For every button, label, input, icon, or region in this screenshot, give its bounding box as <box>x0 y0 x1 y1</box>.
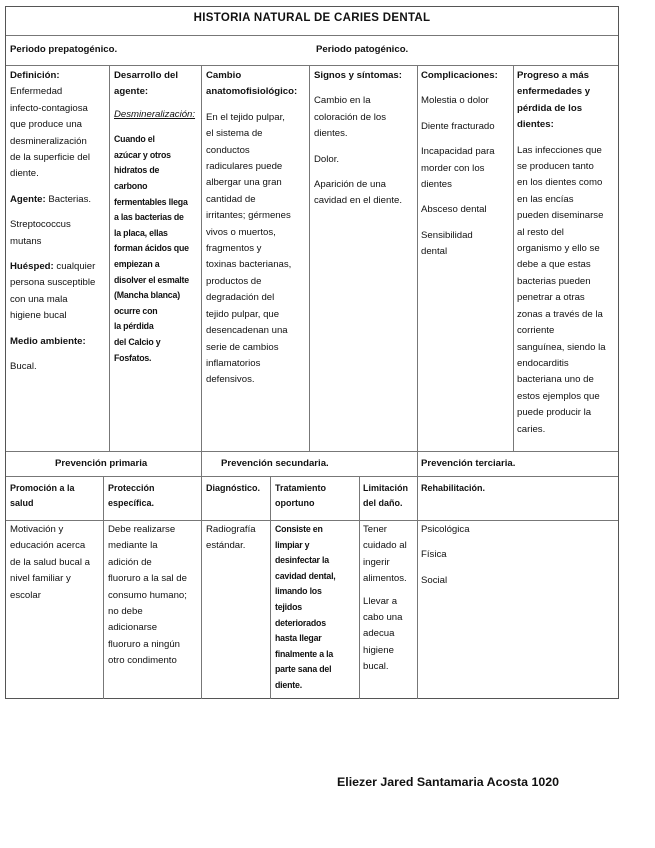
change-heading: anatomofisiológico: <box>206 86 298 98</box>
huesped-line <box>10 259 108 275</box>
spacer <box>10 250 108 259</box>
text-line: dental <box>421 246 448 258</box>
text-line: la pérdida <box>114 321 154 332</box>
text-line: toxinas bacterianas, <box>206 259 292 271</box>
text-line: del daño. <box>363 498 403 508</box>
text-line: irritantes; gérmenes <box>206 210 291 222</box>
text-line: el sistema de <box>206 128 263 140</box>
definition-cell <box>10 68 108 376</box>
text-line: mutans <box>10 235 42 247</box>
text-line: azúcar y otros <box>114 149 171 160</box>
complications-cell <box>421 68 514 261</box>
text-line: Promoción a la <box>10 483 75 493</box>
rule-prevention-sub <box>6 520 618 521</box>
text-line: productos de <box>206 275 262 287</box>
huesped-label: Huésped: <box>10 261 54 273</box>
spacer <box>114 123 202 132</box>
page-title: HISTORIA NATURAL DE CARIES DENTAL <box>193 12 431 24</box>
text-line: que produce una <box>10 119 83 131</box>
text-line: de la salud bucal a <box>10 556 91 568</box>
agente-value: Bacterias. <box>48 193 92 205</box>
text-line: Absceso dental <box>421 204 487 216</box>
text-line: cuidado al <box>363 540 407 552</box>
text-line: Incapacidad para <box>421 146 495 158</box>
text-line: Dolor. <box>314 153 340 165</box>
progress-heading: dientes: <box>517 119 554 131</box>
agente-line <box>10 192 108 208</box>
text-line: serie de cambios <box>206 341 279 353</box>
text-line: dientes <box>421 179 452 191</box>
text-line: puede producir la <box>517 407 592 419</box>
spacer <box>314 168 418 177</box>
spacer <box>421 193 514 202</box>
rule-prevention-levels <box>6 476 618 477</box>
text-line: salud <box>10 498 34 508</box>
change-heading: Cambio <box>206 70 242 81</box>
text-line: ocurre con <box>114 305 158 316</box>
text-line: coloración de los <box>314 111 386 123</box>
spacer <box>421 110 514 119</box>
text-line: morder con los <box>421 162 485 174</box>
col-rule <box>109 65 110 451</box>
text-line: dientes. <box>314 128 348 140</box>
text-line: infecto-contagiosa <box>10 102 88 114</box>
text-line: escolar <box>10 589 41 601</box>
text-line: Aparición de una <box>314 179 387 191</box>
text-line: Cuando el <box>114 134 155 145</box>
text-line: diente. <box>275 679 302 690</box>
caries-table <box>5 6 619 699</box>
text-line: Tratamiento <box>275 483 327 493</box>
text-line: bacterias pueden <box>517 275 591 287</box>
text-line: estos ejemplos que <box>517 390 600 402</box>
rule-periods <box>6 65 618 66</box>
text-line: Llevar a <box>363 595 398 607</box>
text-line: finalmente a la <box>275 648 334 659</box>
promotion-content <box>10 522 103 604</box>
text-line: consumo humano; <box>108 589 187 601</box>
text-line: cabo una <box>363 612 403 624</box>
text-line: persona susceptible <box>10 277 96 289</box>
text-line: al resto del <box>517 226 564 238</box>
protection-content <box>108 522 202 670</box>
prevention-primary: Prevención primaria <box>55 458 148 469</box>
rule-prevention <box>6 451 618 452</box>
text-line: a las bacterias de <box>114 212 184 223</box>
spacer <box>517 134 619 143</box>
text-line: diente. <box>10 168 39 180</box>
text-line: en las encías <box>517 193 574 205</box>
text-line: Molestia o dolor <box>421 95 489 107</box>
development-cell <box>114 68 202 366</box>
text-line: parte sana del <box>275 664 332 675</box>
text-line: bucal. <box>363 661 389 673</box>
sub-limitation <box>363 481 417 511</box>
text-line: Rehabilitación. <box>421 483 486 493</box>
text-line: Fosfatos. <box>114 352 152 363</box>
diagnosis-content <box>206 522 270 555</box>
spacer <box>10 208 108 217</box>
progress-heading: pérdida de los <box>517 102 583 114</box>
spacer <box>421 84 514 93</box>
text-line: (Mancha blanca) <box>114 290 180 301</box>
text-line: forman ácidos que <box>114 243 189 254</box>
text-line: mediante la <box>108 540 158 552</box>
text-line: Social <box>421 574 448 586</box>
text-line: limpiar y <box>275 539 310 550</box>
text-line: cavidad dental, <box>275 570 336 581</box>
text-line: educación acerca <box>10 540 86 552</box>
text-line: limando los <box>275 586 322 597</box>
spacer <box>314 84 418 93</box>
signs-heading: Signos y síntomas: <box>314 70 402 81</box>
spacer <box>421 564 611 573</box>
period-patogenic: Periodo patogénico. <box>316 44 409 55</box>
agente-label: Agente: <box>10 193 46 205</box>
progress-heading: enfermedades y <box>517 86 591 98</box>
text-line: degradación del <box>206 292 275 304</box>
spacer <box>314 143 418 152</box>
text-line: Diagnóstico. <box>206 483 261 493</box>
development-heading: Desarrollo del <box>114 70 178 81</box>
text-line: higiene <box>363 644 394 656</box>
text-line: sanguínea, siendo la <box>517 341 606 353</box>
definition-heading: Definición: <box>10 70 60 81</box>
text-line: Las infecciones que <box>517 144 602 156</box>
change-cell <box>206 68 310 389</box>
text-line: la placa, ellas <box>114 227 168 238</box>
text-line: desinfectar la <box>275 555 329 566</box>
text-line: Sensibilidad <box>421 229 473 241</box>
rule-title <box>6 35 618 36</box>
sub-diagnosis <box>206 481 270 496</box>
spacer <box>421 538 611 547</box>
text-line: Streptococcus <box>10 219 71 231</box>
text-line: vivos o muertos, <box>206 226 276 238</box>
text-line: pueden diseminarse <box>517 210 604 222</box>
text-line: caries. <box>517 423 546 435</box>
text-line: desencadenan una <box>206 325 288 337</box>
sub-treatment <box>275 481 359 511</box>
col-rule <box>417 451 418 699</box>
text-line: Enfermedad <box>10 86 63 98</box>
text-line: zonas a través de la <box>517 308 603 320</box>
text-line: hasta llegar <box>275 633 322 644</box>
text-line: adicionarse <box>108 622 158 634</box>
spacer <box>10 350 108 359</box>
text-line: bacteriana uno de <box>517 374 594 386</box>
text-line: conductos <box>206 144 250 156</box>
text-line: no debe <box>108 606 143 618</box>
text-line: de la superficie del <box>10 152 90 164</box>
col-rule <box>359 476 360 699</box>
huesped-value: cualquier <box>56 261 96 273</box>
text-line: alimentos. <box>363 573 407 585</box>
progress-heading: Progreso a más <box>517 70 589 81</box>
text-line: cantidad de <box>206 193 256 205</box>
medio-value: Bucal. <box>10 361 37 373</box>
text-line: hidratos de <box>114 165 160 176</box>
col-rule <box>270 476 271 699</box>
sub-protection <box>108 481 200 511</box>
spacer <box>10 183 108 192</box>
text-line: tejidos <box>275 601 302 612</box>
text-line: tejido pulpar, que <box>206 308 280 320</box>
rehabilitation-content <box>421 522 611 589</box>
text-line: fluoruro a ningún <box>108 638 181 650</box>
text-line: Diente fracturado <box>421 120 495 132</box>
text-line: Consiste en <box>275 524 323 534</box>
development-subheading: Desmineralización: <box>114 108 196 120</box>
text-line: carbono <box>114 181 148 191</box>
text-line: albergar una gran <box>206 177 282 189</box>
complications-heading: Complicaciones: <box>421 70 498 81</box>
text-line: defensivos. <box>206 374 255 386</box>
text-line: Cambio en la <box>314 95 371 107</box>
text-line: En el tejido pulpar, <box>206 111 285 123</box>
text-line: endocarditis <box>517 357 569 369</box>
signs-cell <box>314 68 418 210</box>
text-line: Radiografía <box>206 524 256 535</box>
text-line: corriente <box>517 325 555 337</box>
limitation-content <box>363 522 417 676</box>
text-line: Limitación <box>363 483 409 493</box>
text-line: radiculares puede <box>206 161 283 173</box>
text-line: Protección <box>108 483 155 493</box>
progress-cell <box>517 68 619 438</box>
text-line: inflamatorios <box>206 357 261 369</box>
prevention-tertiary: Prevención terciaria. <box>421 458 516 469</box>
text-line: higiene bucal <box>10 310 67 322</box>
text-line: Psicológica <box>421 524 470 535</box>
text-line: Debe realizarse <box>108 524 176 535</box>
spacer <box>206 101 310 110</box>
sub-promotion <box>10 481 102 511</box>
text-line: Tener <box>363 524 387 535</box>
text-line: estándar. <box>206 540 246 552</box>
period-prepatogenic: Periodo prepatogénico. <box>10 44 118 55</box>
spacer <box>10 325 108 334</box>
text-line: del Calcio y <box>114 336 161 347</box>
prevention-secondary: Prevención secundaria. <box>221 458 329 469</box>
text-line: con una mala <box>10 293 68 305</box>
text-line: oportuno <box>275 498 315 508</box>
treatment-content <box>275 522 359 694</box>
spacer <box>421 135 514 144</box>
author-signature: Eliezer Jared Santamaria Acosta 1020 <box>337 775 560 789</box>
development-heading: agente: <box>114 86 149 98</box>
text-line: disolver el esmalte <box>114 274 189 285</box>
text-line: empiezan a <box>114 258 160 269</box>
spacer <box>421 219 514 228</box>
text-line: específica. <box>108 498 155 508</box>
text-line: Física <box>421 549 447 561</box>
text-line: Motivación y <box>10 524 64 535</box>
text-line: desmineralización <box>10 135 87 147</box>
text-line: en los dientes como <box>517 177 603 189</box>
text-line: otro condimento <box>108 655 177 667</box>
text-line: deteriorados <box>275 617 326 628</box>
text-line: organismo y ello se <box>517 243 600 255</box>
sub-rehabilitation <box>421 481 611 496</box>
text-line: penetrar a otras <box>517 292 585 304</box>
text-line: nivel familiar y <box>10 573 71 585</box>
text-line: debe a que estas <box>517 259 591 271</box>
text-line: fragmentos y <box>206 243 262 255</box>
medio-label: Medio ambiente: <box>10 335 86 347</box>
text-line: fermentables llega <box>114 196 188 207</box>
text-line: cavidad en el diente. <box>314 195 403 207</box>
text-line: adecua <box>363 628 395 640</box>
text-line: se producen tanto <box>517 161 594 173</box>
text-line: adición de <box>108 556 152 568</box>
text-line: ingerir <box>363 556 390 568</box>
col-rule <box>103 476 104 699</box>
text-line: fluoruro a la sal de <box>108 573 187 585</box>
